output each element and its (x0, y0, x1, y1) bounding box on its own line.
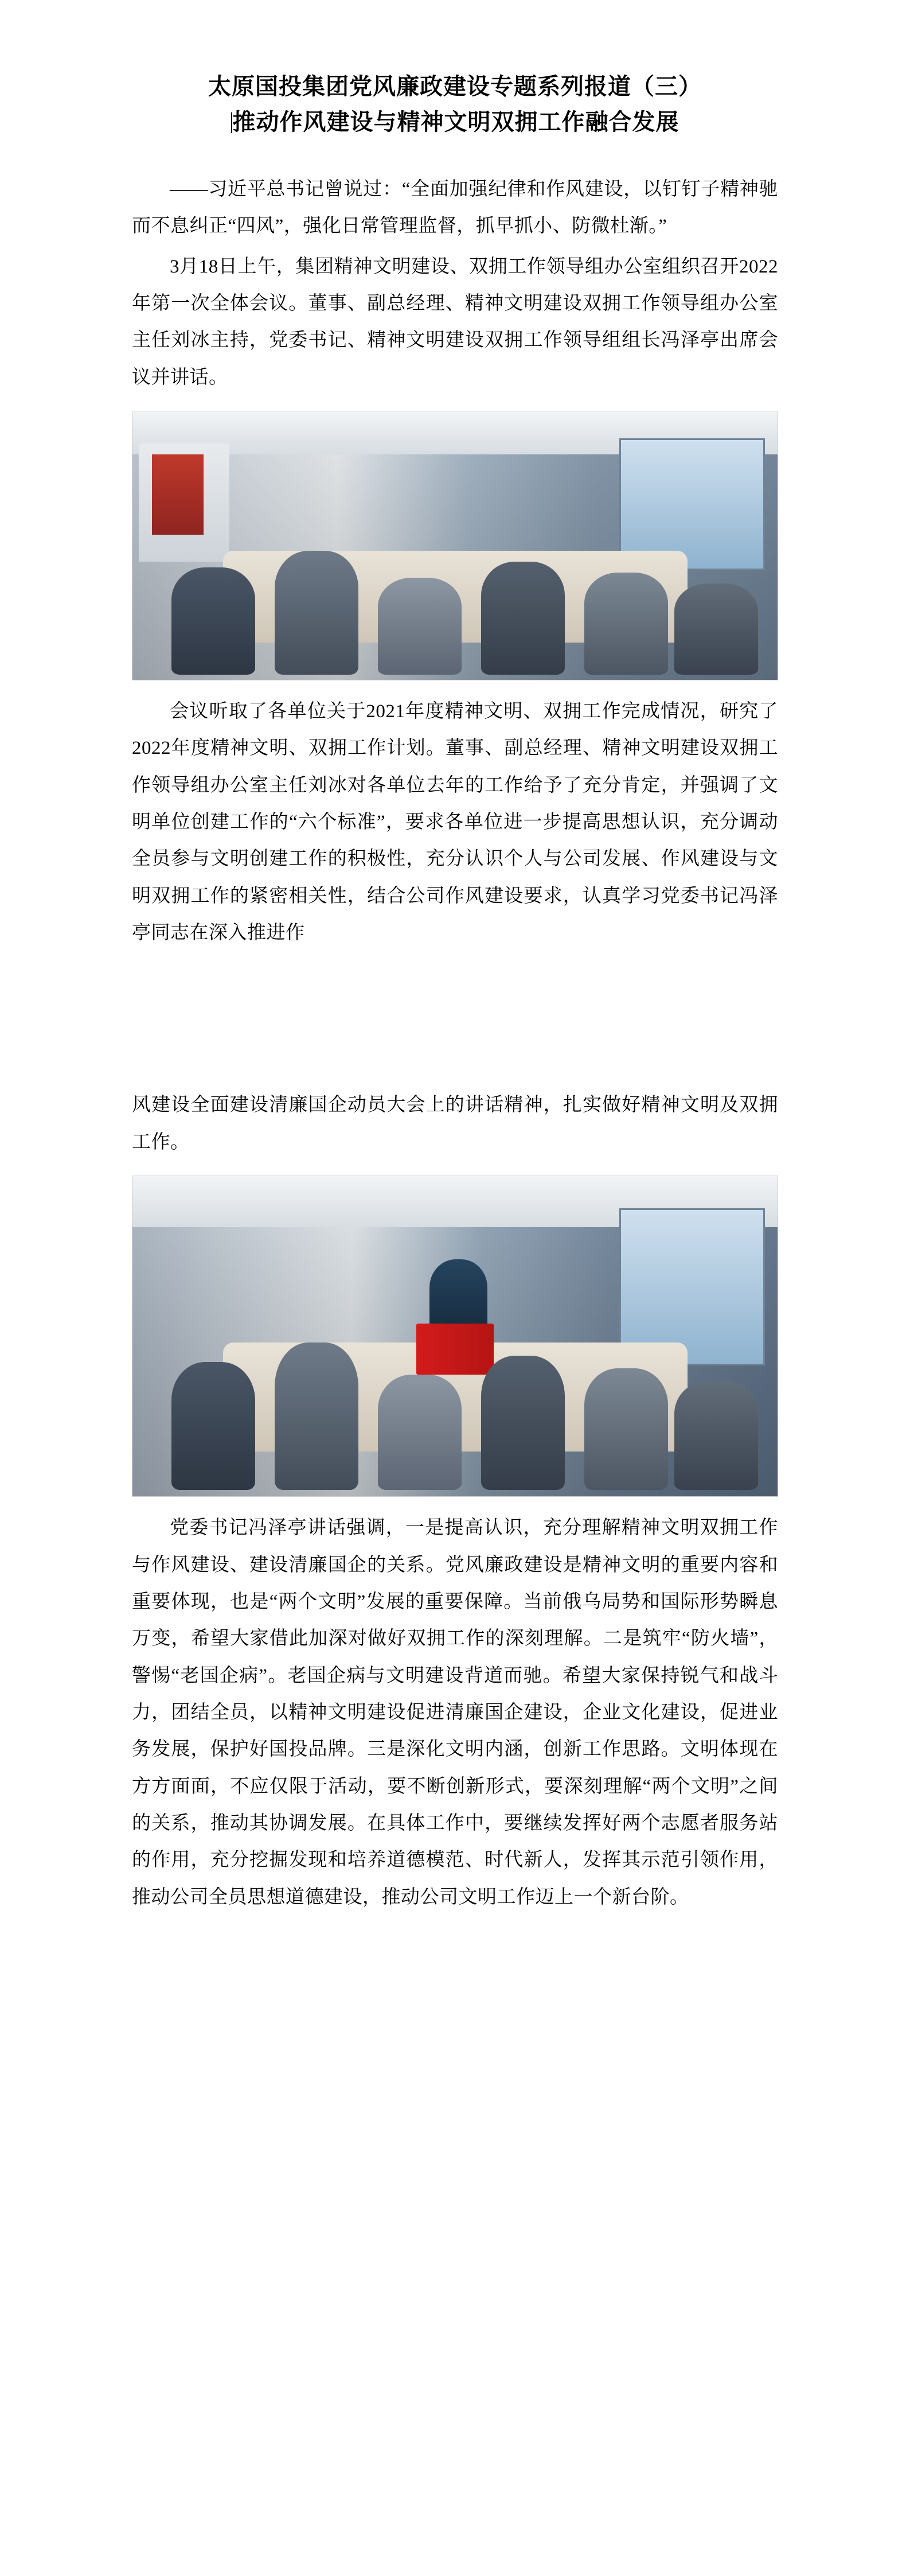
paragraph-quote: ——习近平总书记曾说过：“全面加强纪律和作风建设，以钉钉子精神驰而不息纠正“四风”，强化日常管理监督，抓早抓小、防微杜渐。” (132, 179, 778, 237)
window-area (619, 1208, 765, 1365)
meeting-room-photo-first (132, 411, 778, 680)
paragraph-meeting-report: 会议听取了各单位关于2021年度精神文明、双拥工作完成情况，研究了2022年度精神文明、双拥工作计划。董事、副总经理、精神文明建设双拥工作领导组办公室主任刘冰对各单位去年的工作给予了充分肯定，并强调了文明单位创建工作的“六个标准”，要求各单位进一步提高思想认识，充分调动全员参与文明创建工作的积极性，充分认识个人与公司发展、作风建设与文明双拥工作的紧密相关性，结合公司作风建设要求，认真学习党委书记冯泽亭同志在深入推进作 (132, 701, 778, 944)
page-break-gap (132, 955, 778, 1087)
attendee-figure (674, 583, 758, 675)
page-title-line-1: 太原国投集团党风廉政建设专题系列报道（三） (208, 73, 702, 99)
document-body (132, 171, 778, 1916)
attendee-figure (584, 573, 668, 675)
page-title-line-2-text: 推动作风建设与精神文明双拥工作融合发展 (232, 109, 679, 135)
attendee-figure (481, 562, 565, 675)
national-flag-decor (416, 1324, 494, 1375)
attendee-figure (674, 1381, 758, 1490)
red-banner-decor (152, 454, 204, 535)
paragraph-meeting-intro: 3月18日上午，集团精神文明建设、双拥工作领导组办公室组织召开2022年第一次全体会议。董事、副总经理、精神文明建设双拥工作领导组办公室主任刘冰主持，党委书记、精神文明建设双拥工作领导组组长冯泽亭出席会议并讲话。 (132, 256, 778, 388)
attendee-figure (275, 551, 358, 674)
paragraph-secretary-speech: 党委书记冯泽亭讲话强调，一是提高认识，充分理解精神文明双拥工作与作风建设、建设清廉国企的关系。党风廉政建设是精神文明的重要内容和重要体现，也是“两个文明”发展的重要保障。当前俄乌局势和国际形势瞬息万变，希望大家借此加深对做好双拥工作的深刻理解。二是筑牢“防火墙”，警惕“老国企病”。老国企病与文明建设背道而驰。希望大家保持锐气和战斗力，团结全员，以精神文明建设促进清廉国企建设，企业文化建设，促进业务发展，保护好国投品牌。三是深化文明内涵，创新工作思路。文明体现在方方面面，不应仅限于活动，要不断创新形式，要深刻理解“两个文明”之间的关系，推动其协调发展。在具体工作中，要继续发挥好两个志愿者服务站的作用，充分挖掘发现和培养道德模范、时代新人，发挥其示范引领作用，推动公司全员思想道德建设，推动公司文明工作迈上一个新台阶。 (132, 1517, 778, 1908)
attendee-figure (584, 1368, 668, 1490)
page-title-line-2 (132, 104, 778, 140)
attendee-figure (378, 1375, 462, 1490)
text-cursor (231, 112, 232, 133)
paragraph-continuation: 风建设全面建设清廉国企动员大会上的讲话精神，扎实做好精神文明及双拥工作。 (132, 1095, 778, 1153)
page-title (132, 69, 778, 140)
meeting-room-photo-second (132, 1176, 778, 1497)
attendee-figure (481, 1356, 565, 1490)
attendee-figure (378, 578, 462, 674)
attendee-figure (275, 1343, 358, 1490)
attendee-figure (171, 1362, 255, 1490)
attendee-figure (171, 567, 255, 675)
